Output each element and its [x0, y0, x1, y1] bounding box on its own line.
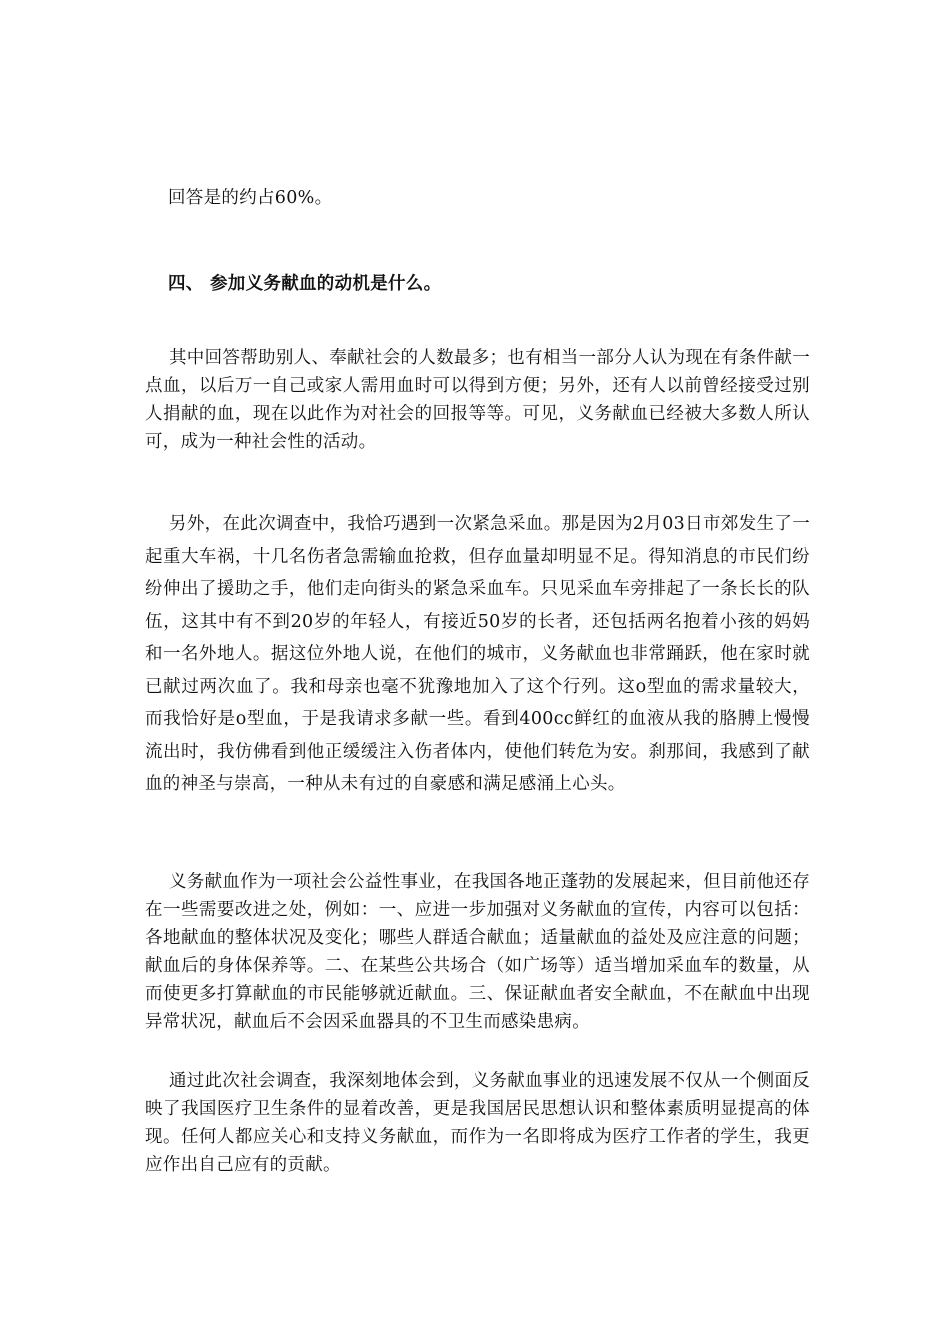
- paragraph-conclusion: 通过此次社会调查，我深刻地体会到，义务献血事业的迅速发展不仅从一个侧面反映了我国医疗卫生条件的显着改善，更是我国居民思想认识和整体素质明显提高的体现。任何人都应关心和支持义务献血，而作为一名即将成为医疗工作者的学生，我更应作出自己应有的贡献。: [145, 1071, 810, 1175]
- section-heading: 四、 参加义务献血的动机是什么。: [168, 274, 442, 294]
- paragraph-motivation: 其中回答帮助别人、奉献社会的人数最多；也有相当一部分人认为现在有条件献一点血，以后万一自己或家人需用血时可以得到方便；另外，还有人以前曾经接受过别人捐献的血，现在以此作为对社会的回报等等。可见，义务献血已经被大多数人所认可，成为一种社会性的活动。: [145, 348, 810, 452]
- intro-line: 回答是的约占60%。: [168, 188, 333, 208]
- paragraph-improvements: 义务献血作为一项社会公益性事业，在我国各地正蓬勃的发展起来，但目前他还存在一些需要改进之处，例如：一、应进一步加强对义务献血的宣传，内容可以包括：各地献血的整体状况及变化；哪些人群适合献血；适量献血的益处及应注意的问题；献血后的身体保养等。二、在某些公共场合（如广场等）适当增加采血车的数量，从而使更多打算献血的市民能够就近献血。三、保证献血者安全献血，不在献血中出现异常状况，献血后不会因采血器具的不卫生而感染患病。: [145, 872, 810, 1032]
- paragraph-emergency-donation: 另外，在此次调查中，我恰巧遇到一次紧急采血。那是因为2月03日市郊发生了一起重大车祸，十几名伤者急需输血抢救，但存血量却明显不足。得知消息的市民们纷纷伸出了援助之手，他们走向街头的紧急采血车。只见采血车旁排起了一条长长的队伍，这其中有不到20岁的年轻人，有接近50岁的长者，还包括两名抱着小孩的妈妈和一名外地人。据这位外地人说，在他们的城市，义务献血也非常踊跃，他在家时就已献过两次血了。我和母亲也毫不犹豫地加入了这个行列。这o型血的需求量较大，而我恰好是o型血，于是我请求多献一些。看到400cc鲜红的血液从我的胳膊上慢慢流出时，我仿佛看到他正缓缓注入伤者体内，使他们转危为安。刹那间，我感到了献血的神圣与崇高，一种从未有过的自豪感和满足感涌上心头。: [145, 514, 810, 794]
